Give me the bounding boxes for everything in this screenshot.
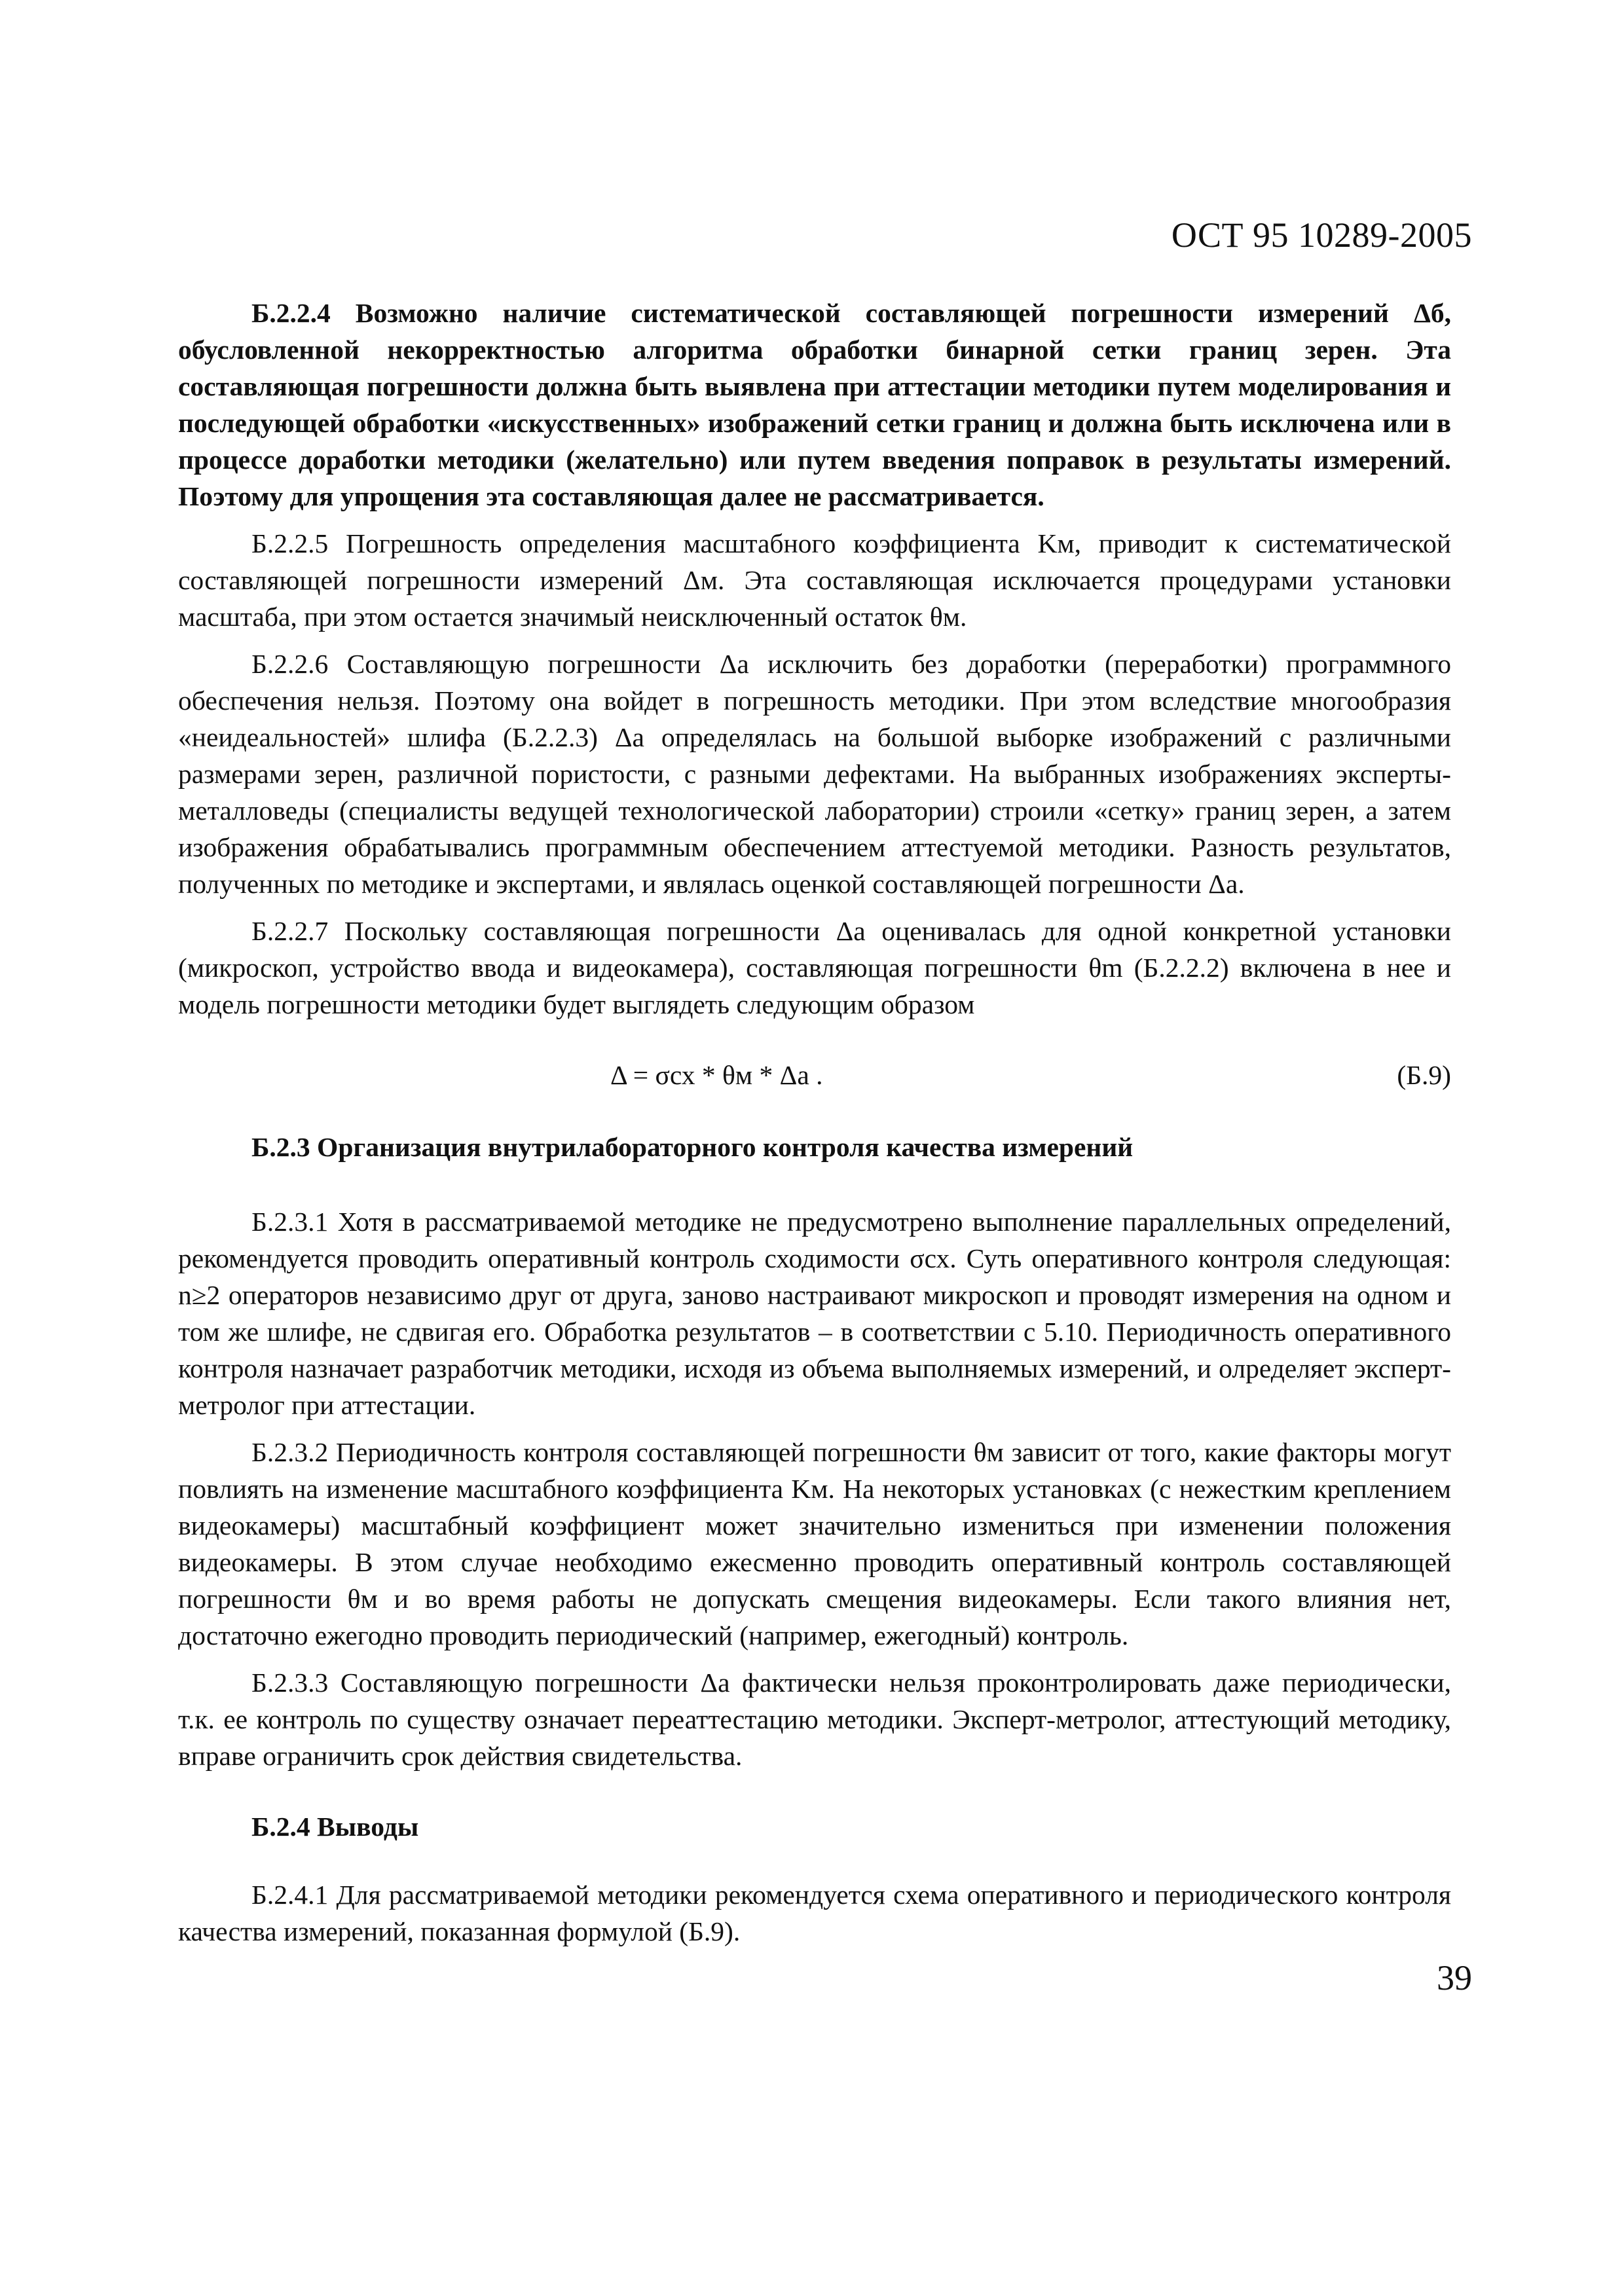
paragraph-b-2-4-1: Б.2.4.1 Для рассматриваемой методики рекомендуется схема оперативного и периодического контроля качества измерений, показанная формулой (Б.9). — [178, 1880, 1451, 1946]
page-number: 39 — [1437, 1958, 1472, 1997]
paragraph-b-2-3-1: Б.2.3.1 Хотя в рассматриваемой методике не предусмотрено выполнение параллельных определений, рекомендуется проводить оперативный контроль сходимости σсх. Суть оперативного контроля следующая: n≥2 операторов независимо друг от друга, заново настраивают микроскоп и проводят измерения на одном и том же шлифе, не сдвигая его. Обработка результатов – в соответствии с 5.10. Периодичность оперативного контроля назначает разработчик методики, исходя из объема выполняемых измерений, и олределяет эксперт-метролог при аттестации. — [178, 1207, 1451, 1420]
section-heading-b-2-3: Б.2.3 Организация внутрилабораторного контроля качества измерений — [251, 1132, 1134, 1162]
paragraph-b-2-2-6: Б.2.2.6 Составляющую погрешности Δа исключить без доработки (переработки) программного обеспечения нельзя. Поэтому она войдет в погрешность методики. При этом вследствие многообразия «неидеальностей» шлифа (Б.2.2.3) Δа определялась на большой выборке изображений с различными размерами зерен, различной пористости, с разными дефектами. На выбранных изображениях эксперты-металловеды (специалисты ведущей технологической лаборатории) строили «сетку» границ зерен, а затем изображения обрабатывались программным обеспечением аттестуемой методики. Разность результатов, полученных по методике и экспертами, и являлась оценкой составляющей погрешности Δа. — [178, 649, 1451, 899]
paragraph-b-2-3-3: Б.2.3.3 Составляющую погрешности Δа фактически нельзя проконтролировать даже периодически, т.к. ее контроль по существу означает переаттестацию методики. Эксперт-метролог, аттестующий методику, вправе ограничить срок действия свидетельства. — [178, 1667, 1451, 1771]
paragraph-b-2-2-4: Б.2.2.4 Возможно наличие систематической составляющей погрешности измерений Δб, обусловленной некорректностью алгоритма обработки бинарной сетки границ зерен. Эта составляющая погрешности должна быть выявлена при аттестации методики путем моделирования и последующей обработки «искусственных» изображений сетки границ и должна быть исключена или в процессе доработки методики (желательно) или путем введения поправок в результаты измерений. Поэтому для упрощения эта составляющая далее не рассматривается. — [178, 298, 1451, 511]
formula-expression: Δ = σсх * θм * Δа . — [610, 1060, 823, 1090]
document-code: ОСТ 95 10289-2005 — [1171, 215, 1472, 255]
formula-number: (Б.9) — [1397, 1060, 1451, 1090]
paragraph-b-2-2-5: Б.2.2.5 Погрешность определения масштабного коэффициента Kм, приводит к систематической составляющей погрешности измерений Δм. Эта составляющая исключается процедурами установки масштаба, при этом остается значимый неисключенный остаток θм. — [178, 528, 1451, 632]
paragraph-b-2-3-2: Б.2.3.2 Периодичность контроля составляющей погрешности θм зависит от того, какие факторы могут повлиять на изменение масштабного коэффициента Kм. На некоторых установках (с нежестким креплением видеокамеры) масштабный коэффициент может значительно измениться при изменении положения видеокамеры. В этом случае необходимо ежесменно проводить оперативный контроль составляющей погрешности θм и во время работы не допускать смещения видеокамеры. Если такого влияния нет, достаточно ежегодно проводить периодический (например, ежегодный) контроль. — [178, 1437, 1451, 1650]
formula-b-9 — [178, 1057, 1451, 1093]
section-heading-b-2-4: Б.2.4 Выводы — [251, 1812, 419, 1842]
paragraph-b-2-2-7: Б.2.2.7 Поскольку составляющая погрешности Δа оценивалась для одной конкретной установки (микроскоп, устройство ввода и видеокамера), составляющая погрешности θm (Б.2.2.2) включена в нее и модель погрешности методики будет выглядеть следующим образом — [178, 916, 1451, 1019]
document-body — [178, 295, 1451, 1960]
